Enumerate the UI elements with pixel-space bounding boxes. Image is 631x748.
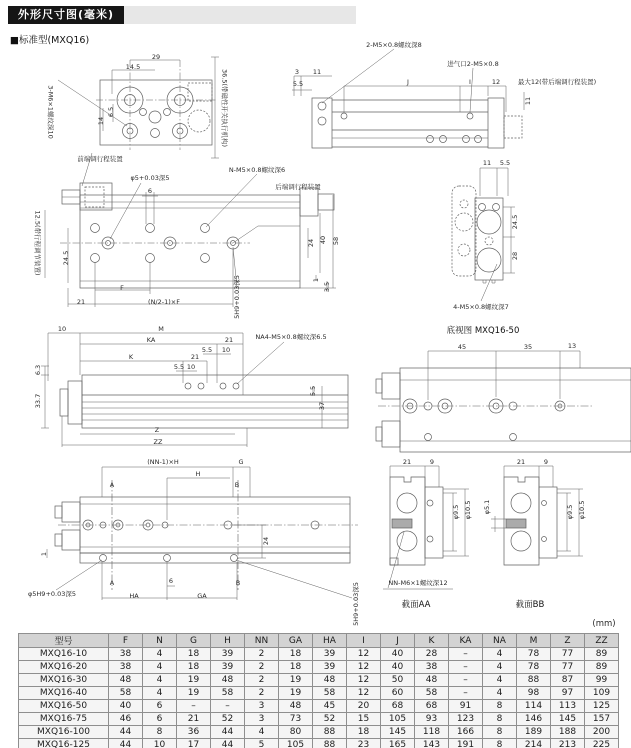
page-title: 外形尺寸图(毫米): [8, 6, 124, 24]
dim-label: I: [469, 77, 471, 86]
value-cell: 68: [381, 700, 415, 713]
model-subtitle: ■标准型(MXQ16): [10, 35, 90, 46]
value-cell: 143: [415, 739, 449, 748]
value-cell: 89: [585, 661, 619, 674]
dim-label: 14.5: [125, 62, 141, 71]
dim-label: 11: [482, 158, 492, 167]
value-cell: 18: [177, 661, 211, 674]
dim-label: 37: [317, 401, 326, 411]
value-cell: 213: [551, 739, 585, 748]
dim-label: GA: [197, 591, 207, 600]
value-cell: 45: [313, 700, 347, 713]
column-header: F: [109, 634, 143, 648]
dim-label: G: [238, 457, 244, 466]
model-cell: MXQ16-50: [19, 700, 109, 713]
value-cell: 68: [415, 700, 449, 713]
dim-label: 29: [151, 52, 161, 61]
value-cell: –: [449, 687, 483, 700]
value-cell: 191: [449, 739, 483, 748]
table-head: [19, 634, 619, 648]
value-cell: 10: [143, 739, 177, 748]
dim-label: 5H9+0.03深5: [351, 582, 360, 626]
dim-label: 3.5: [322, 281, 331, 293]
value-cell: 3: [245, 700, 279, 713]
value-cell: 123: [449, 713, 483, 726]
dim-label: ZZ: [153, 437, 163, 446]
dim-label: J: [407, 77, 409, 86]
dim-label: 5.5: [201, 345, 213, 354]
dim-label: 21: [516, 457, 526, 466]
dim-label: 21: [402, 457, 412, 466]
value-cell: 91: [449, 700, 483, 713]
value-cell: 38: [109, 648, 143, 661]
dim-label: 11: [312, 67, 322, 76]
column-header: HA: [313, 634, 347, 648]
value-cell: 17: [177, 739, 211, 748]
dim-label: M: [158, 324, 164, 333]
dim-label: 45: [457, 342, 467, 351]
dim-label: 21: [224, 335, 234, 344]
model-cell: MXQ16-125: [19, 739, 109, 748]
value-cell: 225: [585, 739, 619, 748]
dim-label: 12: [491, 77, 501, 86]
value-cell: 2: [245, 674, 279, 687]
value-cell: 166: [449, 726, 483, 739]
dim-label: H: [195, 469, 201, 478]
value-cell: 73: [279, 713, 313, 726]
value-cell: 19: [279, 687, 313, 700]
dim-label: NA4-M5×0.8螺纹深6.5: [255, 332, 327, 341]
value-cell: 6: [143, 713, 177, 726]
value-cell: 78: [517, 661, 551, 674]
value-cell: 18: [347, 726, 381, 739]
dim-label: 3-M6×1螺纹深10: [46, 85, 55, 139]
value-cell: 157: [585, 713, 619, 726]
value-cell: 39: [313, 648, 347, 661]
value-cell: 23: [347, 739, 381, 748]
dim-label: B: [234, 480, 240, 489]
dim-label: 6: [147, 186, 153, 195]
value-cell: 88: [313, 739, 347, 748]
dim-label: (mm): [592, 618, 616, 629]
table-row: [19, 713, 619, 726]
model-cell: MXQ16-10: [19, 648, 109, 661]
dim-label: (NN-1)×H: [147, 457, 179, 466]
value-cell: 12: [347, 674, 381, 687]
value-cell: 4: [143, 648, 177, 661]
value-cell: 4: [483, 674, 517, 687]
value-cell: 4: [483, 661, 517, 674]
column-header: I: [347, 634, 381, 648]
dim-label: φ9.5: [565, 504, 574, 520]
value-cell: 2: [245, 687, 279, 700]
dim-label: A: [109, 480, 115, 489]
dim-label: 21: [76, 297, 86, 306]
table-row: [19, 648, 619, 661]
dim-label: 6.3: [33, 364, 42, 376]
value-cell: 48: [211, 674, 245, 687]
value-cell: 21: [177, 713, 211, 726]
value-cell: 125: [585, 700, 619, 713]
value-cell: 12: [347, 687, 381, 700]
value-cell: 39: [313, 661, 347, 674]
value-cell: 39: [211, 648, 245, 661]
value-cell: 3: [245, 713, 279, 726]
column-header: GA: [279, 634, 313, 648]
value-cell: 36: [177, 726, 211, 739]
dim-label: 28: [510, 251, 519, 261]
dim-label: φ5H9+0.03深5: [27, 589, 77, 598]
column-header: NN: [245, 634, 279, 648]
value-cell: 4: [143, 661, 177, 674]
value-cell: 145: [551, 713, 585, 726]
value-cell: 99: [585, 674, 619, 687]
value-cell: 58: [415, 687, 449, 700]
value-cell: 18: [177, 648, 211, 661]
dim-label: N-M5×0.8螺纹深6: [228, 165, 286, 174]
dim-label: (N/2-1)×F: [148, 297, 180, 306]
value-cell: 4: [143, 674, 177, 687]
dim-label: KA: [146, 335, 156, 344]
value-cell: 40: [109, 700, 143, 713]
value-cell: 4: [143, 687, 177, 700]
value-cell: 48: [415, 674, 449, 687]
dim-label: 进气口2-M5×0.8: [447, 59, 499, 68]
value-cell: 58: [109, 687, 143, 700]
dim-label: 3: [294, 67, 300, 76]
value-cell: 93: [415, 713, 449, 726]
column-header: J: [381, 634, 415, 648]
dim-label: 12.5(带行程调节装置): [33, 210, 42, 276]
dim-label: HA: [129, 591, 139, 600]
value-cell: 19: [177, 687, 211, 700]
model-cell: MXQ16-40: [19, 687, 109, 700]
table-row: [19, 700, 619, 713]
value-cell: –: [449, 661, 483, 674]
value-cell: 20: [347, 700, 381, 713]
value-cell: 80: [279, 726, 313, 739]
value-cell: 60: [381, 687, 415, 700]
value-cell: –: [211, 700, 245, 713]
dimension-table: [18, 633, 619, 748]
value-cell: 44: [211, 739, 245, 748]
value-cell: 78: [517, 648, 551, 661]
value-cell: 214: [517, 739, 551, 748]
table-row: [19, 661, 619, 674]
value-cell: –: [449, 648, 483, 661]
column-header: H: [211, 634, 245, 648]
value-cell: 48: [279, 700, 313, 713]
value-cell: 58: [313, 687, 347, 700]
value-cell: 98: [517, 687, 551, 700]
value-cell: 38: [109, 661, 143, 674]
value-cell: 46: [109, 713, 143, 726]
dim-label: 5.5: [292, 79, 304, 88]
dim-label: 1: [39, 551, 48, 557]
column-header: KA: [449, 634, 483, 648]
value-cell: 200: [585, 726, 619, 739]
value-cell: 12: [347, 648, 381, 661]
value-cell: 89: [585, 648, 619, 661]
value-cell: 4: [483, 687, 517, 700]
dim-label: 58: [331, 236, 340, 246]
value-cell: 105: [381, 713, 415, 726]
column-header: Z: [551, 634, 585, 648]
column-header: K: [415, 634, 449, 648]
dim-label: φ10.5: [577, 500, 586, 520]
column-header: 型号: [19, 634, 109, 648]
value-cell: 39: [211, 661, 245, 674]
dim-label: 底视图 MXQ16-50: [446, 325, 520, 336]
dim-label: 5.5: [308, 385, 317, 397]
value-cell: 87: [551, 674, 585, 687]
header-row: [19, 634, 619, 648]
table-row: [19, 674, 619, 687]
value-cell: 44: [109, 726, 143, 739]
dim-label: 11: [523, 96, 532, 106]
value-cell: 8: [143, 726, 177, 739]
value-cell: 2: [245, 648, 279, 661]
value-cell: 77: [551, 648, 585, 661]
value-cell: 8: [483, 713, 517, 726]
dim-label: 6: [168, 576, 174, 585]
value-cell: 114: [517, 700, 551, 713]
value-cell: 48: [313, 674, 347, 687]
value-cell: 146: [517, 713, 551, 726]
value-cell: 165: [381, 739, 415, 748]
column-header: NA: [483, 634, 517, 648]
value-cell: 38: [415, 661, 449, 674]
dim-label: 5.5: [499, 158, 511, 167]
value-cell: 5: [245, 739, 279, 748]
value-cell: 48: [109, 674, 143, 687]
value-cell: 19: [177, 674, 211, 687]
table-row: [19, 687, 619, 700]
value-cell: 145: [381, 726, 415, 739]
dim-label: 截面BB: [515, 599, 545, 610]
dim-label: 4-M5×0.8螺纹深7: [453, 302, 509, 311]
value-cell: 12: [347, 661, 381, 674]
dim-label: 35: [523, 342, 533, 351]
value-cell: 188: [551, 726, 585, 739]
model-cell: MXQ16-30: [19, 674, 109, 687]
dim-label: 40: [318, 235, 327, 245]
dim-label: 10: [221, 345, 231, 354]
dim-label: 最大12(带后端调行程装置): [517, 77, 597, 86]
value-cell: –: [449, 674, 483, 687]
dim-label: 24: [306, 238, 315, 248]
value-cell: 52: [313, 713, 347, 726]
value-cell: 58: [211, 687, 245, 700]
value-cell: 40: [381, 661, 415, 674]
value-cell: –: [177, 700, 211, 713]
dim-label: 13: [567, 341, 577, 350]
dim-label: φ9.5: [451, 504, 460, 520]
dim-label: A: [109, 578, 115, 587]
dim-label: 9: [543, 457, 549, 466]
value-cell: 4: [245, 726, 279, 739]
dim-label: F: [120, 283, 124, 292]
table-row: [19, 726, 619, 739]
dim-label: 14: [96, 116, 105, 126]
model-cell: MXQ16-100: [19, 726, 109, 739]
value-cell: 105: [279, 739, 313, 748]
value-cell: 113: [551, 700, 585, 713]
table-body: [19, 648, 619, 748]
dim-label: B: [235, 578, 241, 587]
dim-label: 后端调行程装置: [275, 182, 321, 191]
value-cell: 97: [551, 687, 585, 700]
dim-label: 5H9+0.03深5: [232, 275, 241, 319]
dim-label: 24.5: [61, 250, 70, 266]
value-cell: 189: [517, 726, 551, 739]
value-cell: 4: [483, 648, 517, 661]
dim-label: 2-M5×0.8螺纹深8: [366, 40, 422, 49]
value-cell: 88: [517, 674, 551, 687]
table-row: [19, 739, 619, 748]
dim-label: 前端调行程装置: [77, 154, 123, 163]
dim-label: K: [128, 352, 134, 361]
dim-label: φ5.1: [482, 499, 491, 515]
value-cell: 2: [245, 661, 279, 674]
value-cell: 15: [347, 713, 381, 726]
model-cell: MXQ16-20: [19, 661, 109, 674]
dim-label: 21: [190, 352, 200, 361]
dim-label: φ5+0.03深5: [130, 173, 170, 182]
value-cell: 8: [483, 726, 517, 739]
column-header: M: [517, 634, 551, 648]
dim-label: φ10.5: [463, 500, 472, 520]
value-cell: 77: [551, 661, 585, 674]
value-cell: 8: [483, 700, 517, 713]
column-header: ZZ: [585, 634, 619, 648]
value-cell: 28: [415, 648, 449, 661]
value-cell: 109: [585, 687, 619, 700]
dim-label: 10: [57, 324, 67, 333]
value-cell: 44: [211, 726, 245, 739]
value-cell: 18: [279, 648, 313, 661]
dim-label: 24.5: [510, 214, 519, 230]
value-cell: 40: [381, 648, 415, 661]
dim-label: 24: [261, 536, 270, 546]
column-header: N: [143, 634, 177, 648]
dim-label: 10: [186, 362, 196, 371]
dim-label: NN-M6×1螺纹深12: [388, 578, 448, 587]
value-cell: 18: [279, 661, 313, 674]
value-cell: 118: [415, 726, 449, 739]
dim-label: 6.5: [106, 106, 115, 118]
value-cell: 19: [279, 674, 313, 687]
value-cell: 50: [381, 674, 415, 687]
value-cell: 8: [483, 739, 517, 748]
dim-label: 33.7: [33, 393, 42, 409]
value-cell: 52: [211, 713, 245, 726]
dim-label: Z: [154, 425, 160, 434]
value-cell: 88: [313, 726, 347, 739]
dim-label: 5.5: [173, 362, 185, 371]
column-header: G: [177, 634, 211, 648]
dim-label: 截面AA: [401, 599, 431, 610]
dim-label: 1: [311, 277, 320, 283]
value-cell: 6: [143, 700, 177, 713]
dim-label: 9: [429, 457, 435, 466]
value-cell: 44: [109, 739, 143, 748]
model-cell: MXQ16-75: [19, 713, 109, 726]
dim-label: 36.5(带磁性开关执行机构): [220, 68, 229, 148]
